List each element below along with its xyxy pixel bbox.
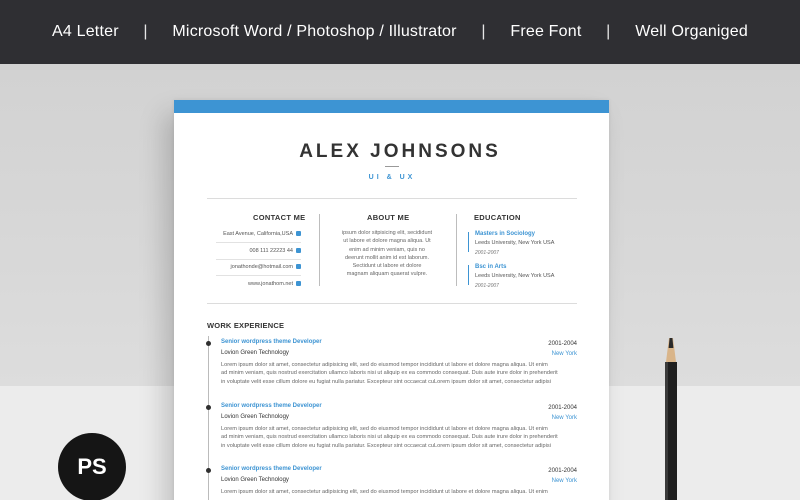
contact-title: CONTACT ME xyxy=(253,213,306,222)
job-description xyxy=(221,488,578,500)
photoshop-badge xyxy=(58,433,126,500)
name-underline xyxy=(385,166,399,167)
education-school: Leeds University, New York USA xyxy=(475,273,555,279)
feature-organized: Well Organiged xyxy=(635,23,748,40)
education-years: 2001-2007 xyxy=(475,250,499,256)
job-description-line: Lorem ipsum dolor sit amet, consectetur adipisicing elit, sed do eiusmod tempor incididunt ut labore et dolore magna aliqua. Ut enim xyxy=(221,362,548,368)
education-marker xyxy=(468,232,469,252)
about-line: Sectidunt ut labore et dolore xyxy=(352,263,422,270)
job-location: New York xyxy=(551,415,577,421)
education-degree: Bsc in Arts xyxy=(475,264,507,270)
job-company: Lovion Green Technology xyxy=(221,350,289,356)
job-location: New York xyxy=(551,351,577,357)
education-school: Leeds University, New York USA xyxy=(475,240,555,246)
work-experience-title: WORK EXPERIENCE xyxy=(207,321,285,330)
job-description xyxy=(221,361,578,395)
pencil-highlight xyxy=(665,362,668,500)
section-divider xyxy=(207,198,577,199)
pencil-image xyxy=(659,336,683,500)
timeline-dot xyxy=(206,341,211,346)
job-dates: 2001-2004 xyxy=(548,405,577,411)
contact-phone-text: 008 111 22223 44 xyxy=(249,248,293,254)
about-line: ipsum dolor sitpisicing elit, secididunt xyxy=(341,230,433,236)
contact-address-text: East Avenue, California,USA xyxy=(223,231,293,237)
resume-top-stripe xyxy=(174,100,609,113)
job-title: Senior wordpress theme Developer xyxy=(221,339,322,345)
about-line: deerunt mollit anim id est laborum. xyxy=(344,254,430,261)
feature-separator: | xyxy=(606,23,611,40)
contact-email-text: jonathonde@hotmail.com xyxy=(230,264,293,270)
phone-icon xyxy=(296,248,301,253)
resume-role: UI & UX xyxy=(368,174,416,181)
job-title: Senior wordpress theme Developer xyxy=(221,403,322,409)
job-description-line: ad minim veniam, quis nostrud exercitation ullamco laboris nisi ut aliquip ex ea commodo consequat. Duis aute irure dolor in prehenderit xyxy=(221,434,558,441)
resume-name: ALEX JOHNSONS xyxy=(299,141,501,162)
about-title: ABOUT ME xyxy=(367,213,410,222)
job-description-line: Lorem ipsum dolor sit amet, consectetur adipisicing elit, sed do eiusmod tempor incididunt ut labore et dolore magna aliqua. Ut enim xyxy=(221,426,548,432)
about-line: ut labore et dolore magna aliqua. Ut xyxy=(343,238,431,245)
job-location: New York xyxy=(551,478,577,484)
photoshop-badge-label: PS xyxy=(77,454,107,479)
contact-divider xyxy=(216,259,301,260)
section-divider xyxy=(207,303,577,304)
contact-web xyxy=(209,281,301,295)
email-icon xyxy=(296,264,301,269)
education-title: EDUCATION xyxy=(474,213,521,222)
location-icon xyxy=(296,231,301,236)
contact-web-text: www.jonathom.net xyxy=(248,281,293,287)
job-dates: 2001-2004 xyxy=(548,341,577,347)
feature-a4-letter: A4 Letter xyxy=(52,23,119,40)
about-text xyxy=(333,229,441,279)
feature-software: Microsoft Word / Photoshop / Illustrator xyxy=(172,23,457,40)
job-company: Lovion Green Technology xyxy=(221,477,289,483)
timeline-dot xyxy=(206,468,211,473)
about-line: magnam aliquam quaerat vulpre. xyxy=(346,271,428,278)
contact-divider xyxy=(216,242,301,243)
feature-free-font: Free Font xyxy=(510,23,582,40)
job-description xyxy=(221,425,578,459)
feature-separator: | xyxy=(481,23,486,40)
work-timeline xyxy=(208,336,209,500)
education-years: 2001-2007 xyxy=(475,283,499,289)
job-title: Senior wordpress theme Developer xyxy=(221,466,322,472)
column-divider xyxy=(456,214,457,286)
education-degree: Masters in Sociology xyxy=(475,231,536,237)
web-icon xyxy=(296,281,301,286)
timeline-dot xyxy=(206,405,211,410)
job-company: Lovion Green Technology xyxy=(221,414,289,420)
job-description-line: in voluptate velit esse cillum dolore eu fugiat nulla pariatur. Excepteur sint occaecat cuLorem ipsum dolor sit amet, consectetur adipisi xyxy=(221,378,551,385)
job-dates: 2001-2004 xyxy=(548,468,577,474)
contact-divider xyxy=(216,275,301,276)
job-description-line: in voluptate velit esse cillum dolore eu fugiat nulla pariatur. Excepteur sint occaecat cuLorem ipsum dolor sit amet, consectetur adipisi xyxy=(221,442,551,449)
column-divider xyxy=(319,214,320,286)
feature-separator: | xyxy=(143,23,148,40)
about-line: enim ad minim veniam, quis no xyxy=(349,246,425,253)
job-description-line: ad minim veniam, quis nostrud exercitation ullamco laboris nisi ut aliquip ex ea commodo consequat. Duis aute irure dolor in prehenderit xyxy=(221,370,558,377)
feature-bar xyxy=(0,0,800,64)
education-marker xyxy=(468,265,469,285)
job-description-line: Lorem ipsum dolor sit amet, consectetur adipisicing elit, sed do eiusmod tempor incididunt ut labore et dolore magna aliqua. Ut enim xyxy=(221,489,548,495)
